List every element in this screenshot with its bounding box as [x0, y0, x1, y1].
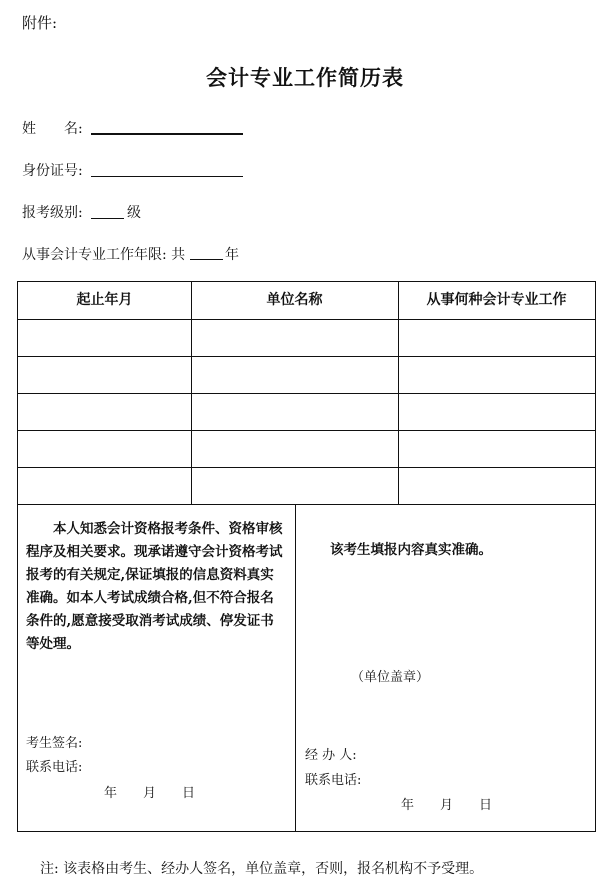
- handler-label: 经 办 人:: [305, 748, 357, 763]
- work-history-table: [17, 281, 596, 505]
- declaration-line: 条件的,愿意接受取消考试成绩、停发证书: [26, 613, 274, 629]
- handler-phone-label: 联系电话:: [305, 773, 362, 788]
- declaration-line: 程序及相关要求。现承诺遵守会计资格考试: [26, 544, 283, 560]
- row-divider: [18, 393, 595, 394]
- name-input-line[interactable]: [91, 133, 243, 135]
- id-input-line[interactable]: [91, 176, 243, 177]
- header-period: 起止年月: [76, 292, 133, 308]
- row-divider: [18, 319, 595, 320]
- row-divider: [18, 467, 595, 468]
- box-divider: [295, 504, 296, 831]
- level-input-line[interactable]: [91, 218, 124, 219]
- declaration-line: 报考的有关规定,保证填报的信息资料真实: [26, 567, 274, 583]
- years-suffix: 年: [225, 247, 239, 263]
- declaration-line: 本人知悉会计资格报考条件、资格审核: [53, 521, 283, 537]
- declaration-text: [26, 518, 290, 656]
- declaration-line: 等处理。: [26, 636, 80, 652]
- form-title: 会计专业工作简历表: [206, 65, 404, 90]
- level-suffix: 级: [127, 205, 141, 221]
- row-divider: [18, 356, 595, 357]
- unit-date: 年 月 日: [401, 798, 493, 813]
- declaration-line: 准确。如本人考试成绩合格,但不符合报名: [26, 590, 274, 606]
- header-work-type: 从事何种会计专业工作: [426, 292, 567, 308]
- row-divider: [18, 430, 595, 431]
- id-label: 身份证号:: [22, 163, 83, 179]
- candidate-signature-label: 考生签名:: [26, 736, 83, 751]
- candidate-date: 年 月 日: [104, 786, 196, 801]
- years-input-line[interactable]: [190, 259, 223, 260]
- unit-seal: （单位盖章）: [351, 670, 430, 685]
- name-label: 姓 名:: [22, 121, 83, 137]
- years-label: 从事会计专业工作年限: 共: [22, 247, 186, 263]
- footnote: 注: 该表格由考生、经办人签名，单位盖章，否则，报名机构不予受理。: [40, 861, 484, 877]
- candidate-phone-label: 联系电话:: [26, 760, 83, 775]
- attachment-label: 附件:: [22, 14, 58, 32]
- unit-statement: 该考生填报内容真实准确。: [330, 542, 492, 558]
- header-unit-name: 单位名称: [266, 292, 323, 308]
- level-label: 报考级别:: [22, 205, 83, 221]
- declaration-box: [17, 504, 596, 832]
